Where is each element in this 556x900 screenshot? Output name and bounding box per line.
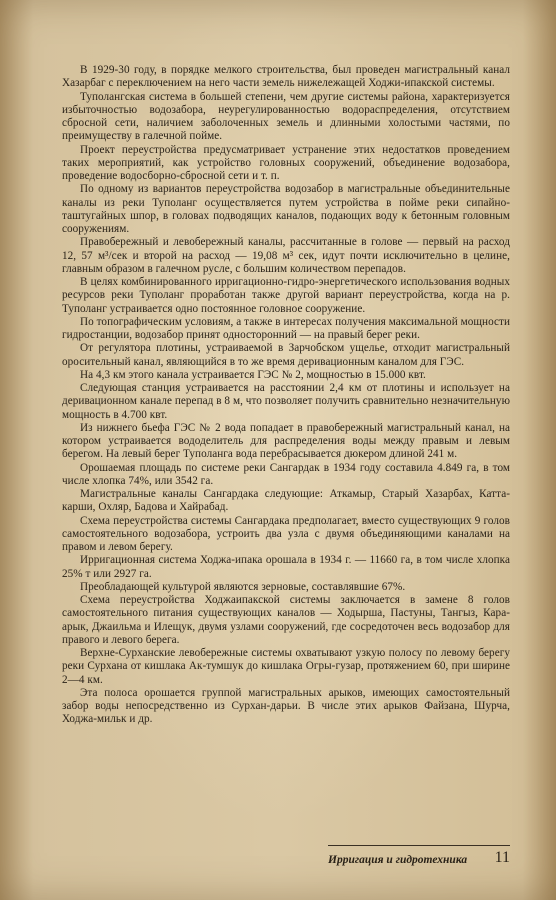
paragraph-1: В 1929-30 году, в порядке мелкого строительства, был проведен магистральный канал Хазарбаг с переключением на него части земель нижележащей Ходжи-ипакской системы. [62, 64, 510, 90]
paragraph-4: По одному из вариантов переустройства водозабор в магистральные объединительные каналы из реки Туполанг осуществляется путем устройства в пойме реки сипайно-таштугайных шпор, в головах подводящих каналов, подающих воду к бетонным головным сооружениям. [62, 183, 510, 235]
paragraph-6: В целях комбинированного ирригационно-гидро-энергетического использования водных ресурсов реки Туполанг проработан также другой вариант переустройства, когда на р. Туполанг устраивается одно постоянное головное сооружение. [62, 276, 510, 315]
paragraph-16: Преобладающей культурой являются зерновые, составлявшие 67%. [80, 580, 406, 593]
paragraph-7: По топографическим условиям, а также в интересах получения максимальной мощности гидростанции, водозабор принят односторонний — на правый берег реки. [62, 315, 510, 341]
paragraph-13: Магистральные каналы Сангардака следующие: Аткамыр, Старый Хазарбах, Катта-карши, Охляр, Бадова и Хайрабад. [62, 488, 510, 514]
body-text [62, 64, 510, 727]
paragraph-11: Из нижнего бьефа ГЭС № 2 вода попадает в правобережный магистральный канал, на котором устраивается вододелитель для распределения воды между правым и левым берегом. На левый берег Туполанга вода перебрасывается дюкером длиной 241 м. [62, 421, 510, 461]
paragraph-17: Схема переустройства Ходжаипакской системы заключается в замене 8 голов самостоятельного питания существующих каналов — Ходырша, Пастуны, Тангыз, Кара-арык, Джаильма и Илещук, двумя узлами сооружений, где сосредоточен весь водозабор для правого и левого берега. [62, 594, 510, 646]
paragraph-9: На 4,3 км этого канала устраивается ГЭС № 2, мощностью в 15.000 квт. [80, 368, 426, 381]
paragraph-2: Туполангская система в большей степени, чем другие системы района, характеризуется избыточностью водозабора, неурегулированностью водораспределения, отсутствием сбросной сети, наличием заболоченных земель и длинными холостыми частями, по преимуществу в галечной пойме. [62, 90, 510, 143]
page-number: 11 [494, 849, 510, 866]
paragraph-14: Схема переустройства системы Сангардака предполагает, вместо существующих 9 голов самостоятельного водозабора, устроить два узла с двумя объединяющими каналами на правом и левом берегу. [62, 514, 510, 553]
paragraph-19: Эта полоса орошается группой магистральных арыков, имеющих самостоятельный забор воды непосредственно из Сурхан-дарьи. В числе этих арыков Файзана, Шурча, Ходжа-мильк и др. [62, 686, 510, 726]
paragraph-10: Следующая станция устраивается на расстоянии 2,4 км от плотины и использует на деривационном канале перепад в 8 м, что позволяет получить сравнительно незначительную мощность в 4.700 квт. [62, 382, 510, 421]
paragraph-12: Орошаемая площадь по системе реки Сангардак в 1934 году составила 4.849 га, в том числе хлопка 74%, или 3542 га. [62, 461, 510, 487]
page-footer [328, 845, 510, 866]
paragraph-15: Ирригационная система Ходжа-ипака орошала в 1934 г. — 11660 га, в том числе хлопка 25% т или 2927 га. [62, 554, 510, 580]
paragraph-5: Правобережный и левобережный каналы, рассчитанные в голове — первый на расход 12, 57 м³/сек и второй на расход — 19,08 м³ сек, идут почти исключительно в целине, главным образом в галечном русле, с большим количеством перепадов. [62, 236, 510, 275]
running-title: Ирригация и гидротехника [328, 854, 468, 866]
paragraph-3: Проект переустройства предусматривает устранение этих недостатков проведением таких мероприятий, как устройство головных сооружений, объединение водозабора, проведение водосборно-сбросной сети и т. п. [62, 143, 510, 182]
paragraph-8: От регулятора плотины, устраиваемой в Зарчобском ущелье, отходит магистральный оросительный канал, являющийся в то же время деривационным каналом для ГЭС. [62, 342, 510, 368]
paragraph-18: Верхне-Сурханские левобережные системы охватывают узкую полосу по левому берегу реки Сурхана от кишлака Ак-тумшук до кишлака Огры-гузар, протяжением 60, при ширине 2—4 км. [62, 647, 510, 686]
